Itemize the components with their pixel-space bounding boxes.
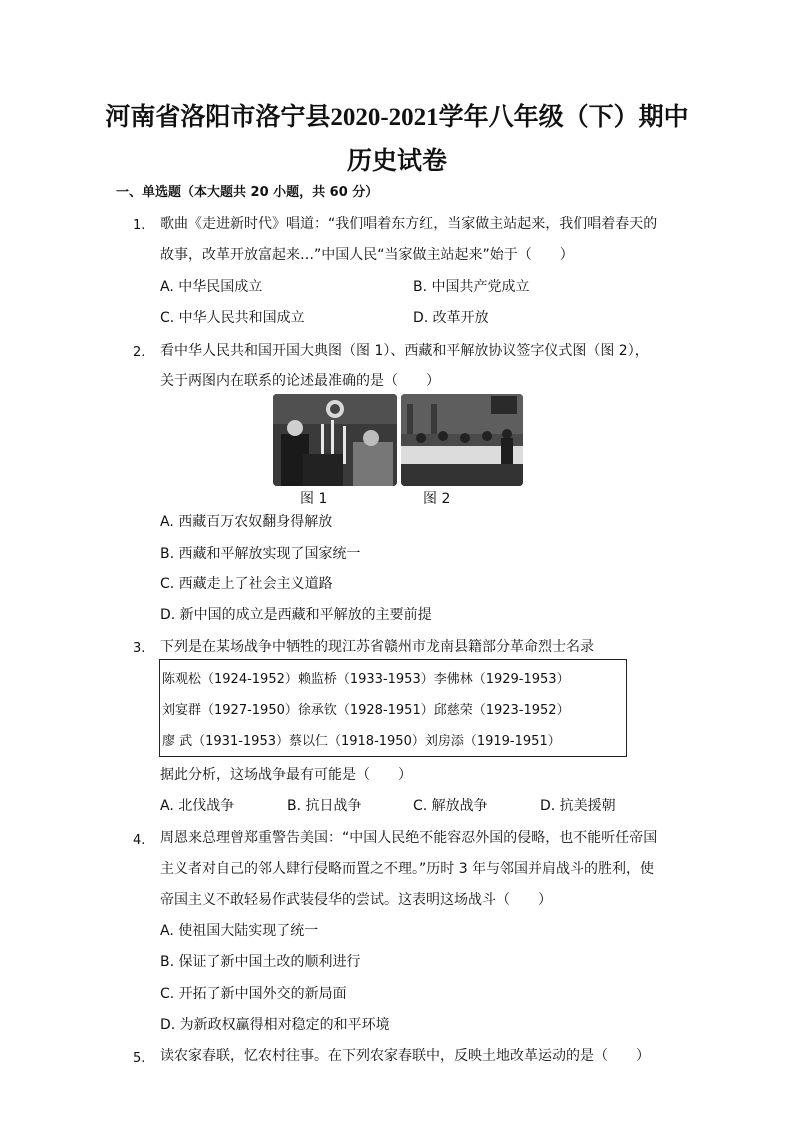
question-4-text-line2: 主义者对自己的邻人肆行侵略而置之不理。”历时 3 年与邻国并肩战斗的胜利，使 xyxy=(160,861,655,877)
question-2-option-d: D. 新中国的成立是西藏和平解放的主要前提 xyxy=(160,607,432,623)
question-2-option-b: B. 西藏和平解放实现了国家统一 xyxy=(160,546,361,562)
question-1-number: 1. xyxy=(133,218,146,233)
question-4-text-line1: 周恩来总理曾郑重警告美国：“中国人民绝不能容忍外国的侵略，也不能听任帝国 xyxy=(160,830,658,846)
founding-ceremony-photo xyxy=(273,394,397,486)
question-5-text-line1: 读农家春联，忆农村往事。在下列农家春联中，反映土地改革运动的是（ ） xyxy=(160,1048,650,1064)
question-3-text-line2: 据此分析，这场战争最有可能是（ ） xyxy=(160,767,412,783)
question-1-option-b: B. 中国共产党成立 xyxy=(413,279,530,295)
question-4-option-d: D. 为新政权赢得相对稳定的和平环境 xyxy=(160,1017,390,1033)
question-3-option-d: D. 抗美援朝 xyxy=(540,798,616,814)
question-2-option-a: A. 西藏百万农奴翻身得解放 xyxy=(160,514,333,530)
question-1-option-d: D. 改革开放 xyxy=(413,310,489,326)
question-4-number: 4. xyxy=(133,833,146,848)
martyrs-list-box xyxy=(159,659,627,757)
question-5-number: 5. xyxy=(133,1051,146,1066)
question-2-option-c: C. 西藏走上了社会主义道路 xyxy=(160,576,333,592)
question-2-number: 2. xyxy=(133,345,146,360)
question-2-text-line2: 关于两图内在联系的论述最准确的是（ ） xyxy=(160,373,440,389)
figure-2-caption: 图 2 xyxy=(423,491,451,507)
question-3-option-c: C. 解放战争 xyxy=(413,798,488,814)
exam-title-line2: 历史试卷 xyxy=(346,148,447,175)
question-1-option-c: C. 中华人民共和国成立 xyxy=(160,310,305,326)
question-2-text-line1: 看中华人民共和国开国大典图（图 1）、西藏和平解放协议签字仪式图（图 2）， xyxy=(160,343,649,359)
martyrs-row-3: 廖 武（1931-1953）蔡以仁（1918-1950）刘房添（1919-1951） xyxy=(162,734,561,749)
question-4-text-line3: 帝国主义不敢轻易作武装侵华的尝试。这表明这场战斗（ ） xyxy=(160,892,552,908)
question-3-number: 3. xyxy=(133,641,146,656)
question-3-text-line1: 下列是在某场战争中牺牲的现江苏省赣州市龙南县籍部分革命烈士名录 xyxy=(160,639,594,655)
question-3-option-b: B. 抗日战争 xyxy=(287,798,362,814)
question-1-option-a: A. 中华民国成立 xyxy=(160,279,263,295)
question-4-option-c: C. 开拓了新中国外交的新局面 xyxy=(160,986,347,1002)
martyrs-row-1: 陈观松（1924-1952）赖监桥（1933-1953）李佛林（1929-1953） xyxy=(162,672,570,687)
question-1-text-line1: 歌曲《走进新时代》唱道：“我们唱着东方红，当家做主站起来，我们唱着春天的 xyxy=(160,216,658,232)
exam-title-line1: 河南省洛阳市洛宁县2020-2021学年八年级（下）期中 xyxy=(105,104,689,131)
section-heading: 一、单选题（本大题共 20 小题，共 60 分） xyxy=(116,185,379,200)
question-4-option-a: A. 使祖国大陆实现了统一 xyxy=(160,923,319,939)
question-4-option-b: B. 保证了新中国土改的顺利进行 xyxy=(160,954,361,970)
martyrs-row-2: 刘宴群（1927-1950）徐承钦（1928-1951）邱慈荣（1923-1952） xyxy=(162,703,570,718)
question-1-text-line2: 故事，改革开放富起来…”中国人民“当家做主站起来”始于（ ） xyxy=(160,247,574,263)
figure-1-caption: 图 1 xyxy=(300,491,328,507)
tibet-agreement-signing-photo xyxy=(401,394,523,486)
question-3-option-a: A. 北伐战争 xyxy=(160,798,235,814)
